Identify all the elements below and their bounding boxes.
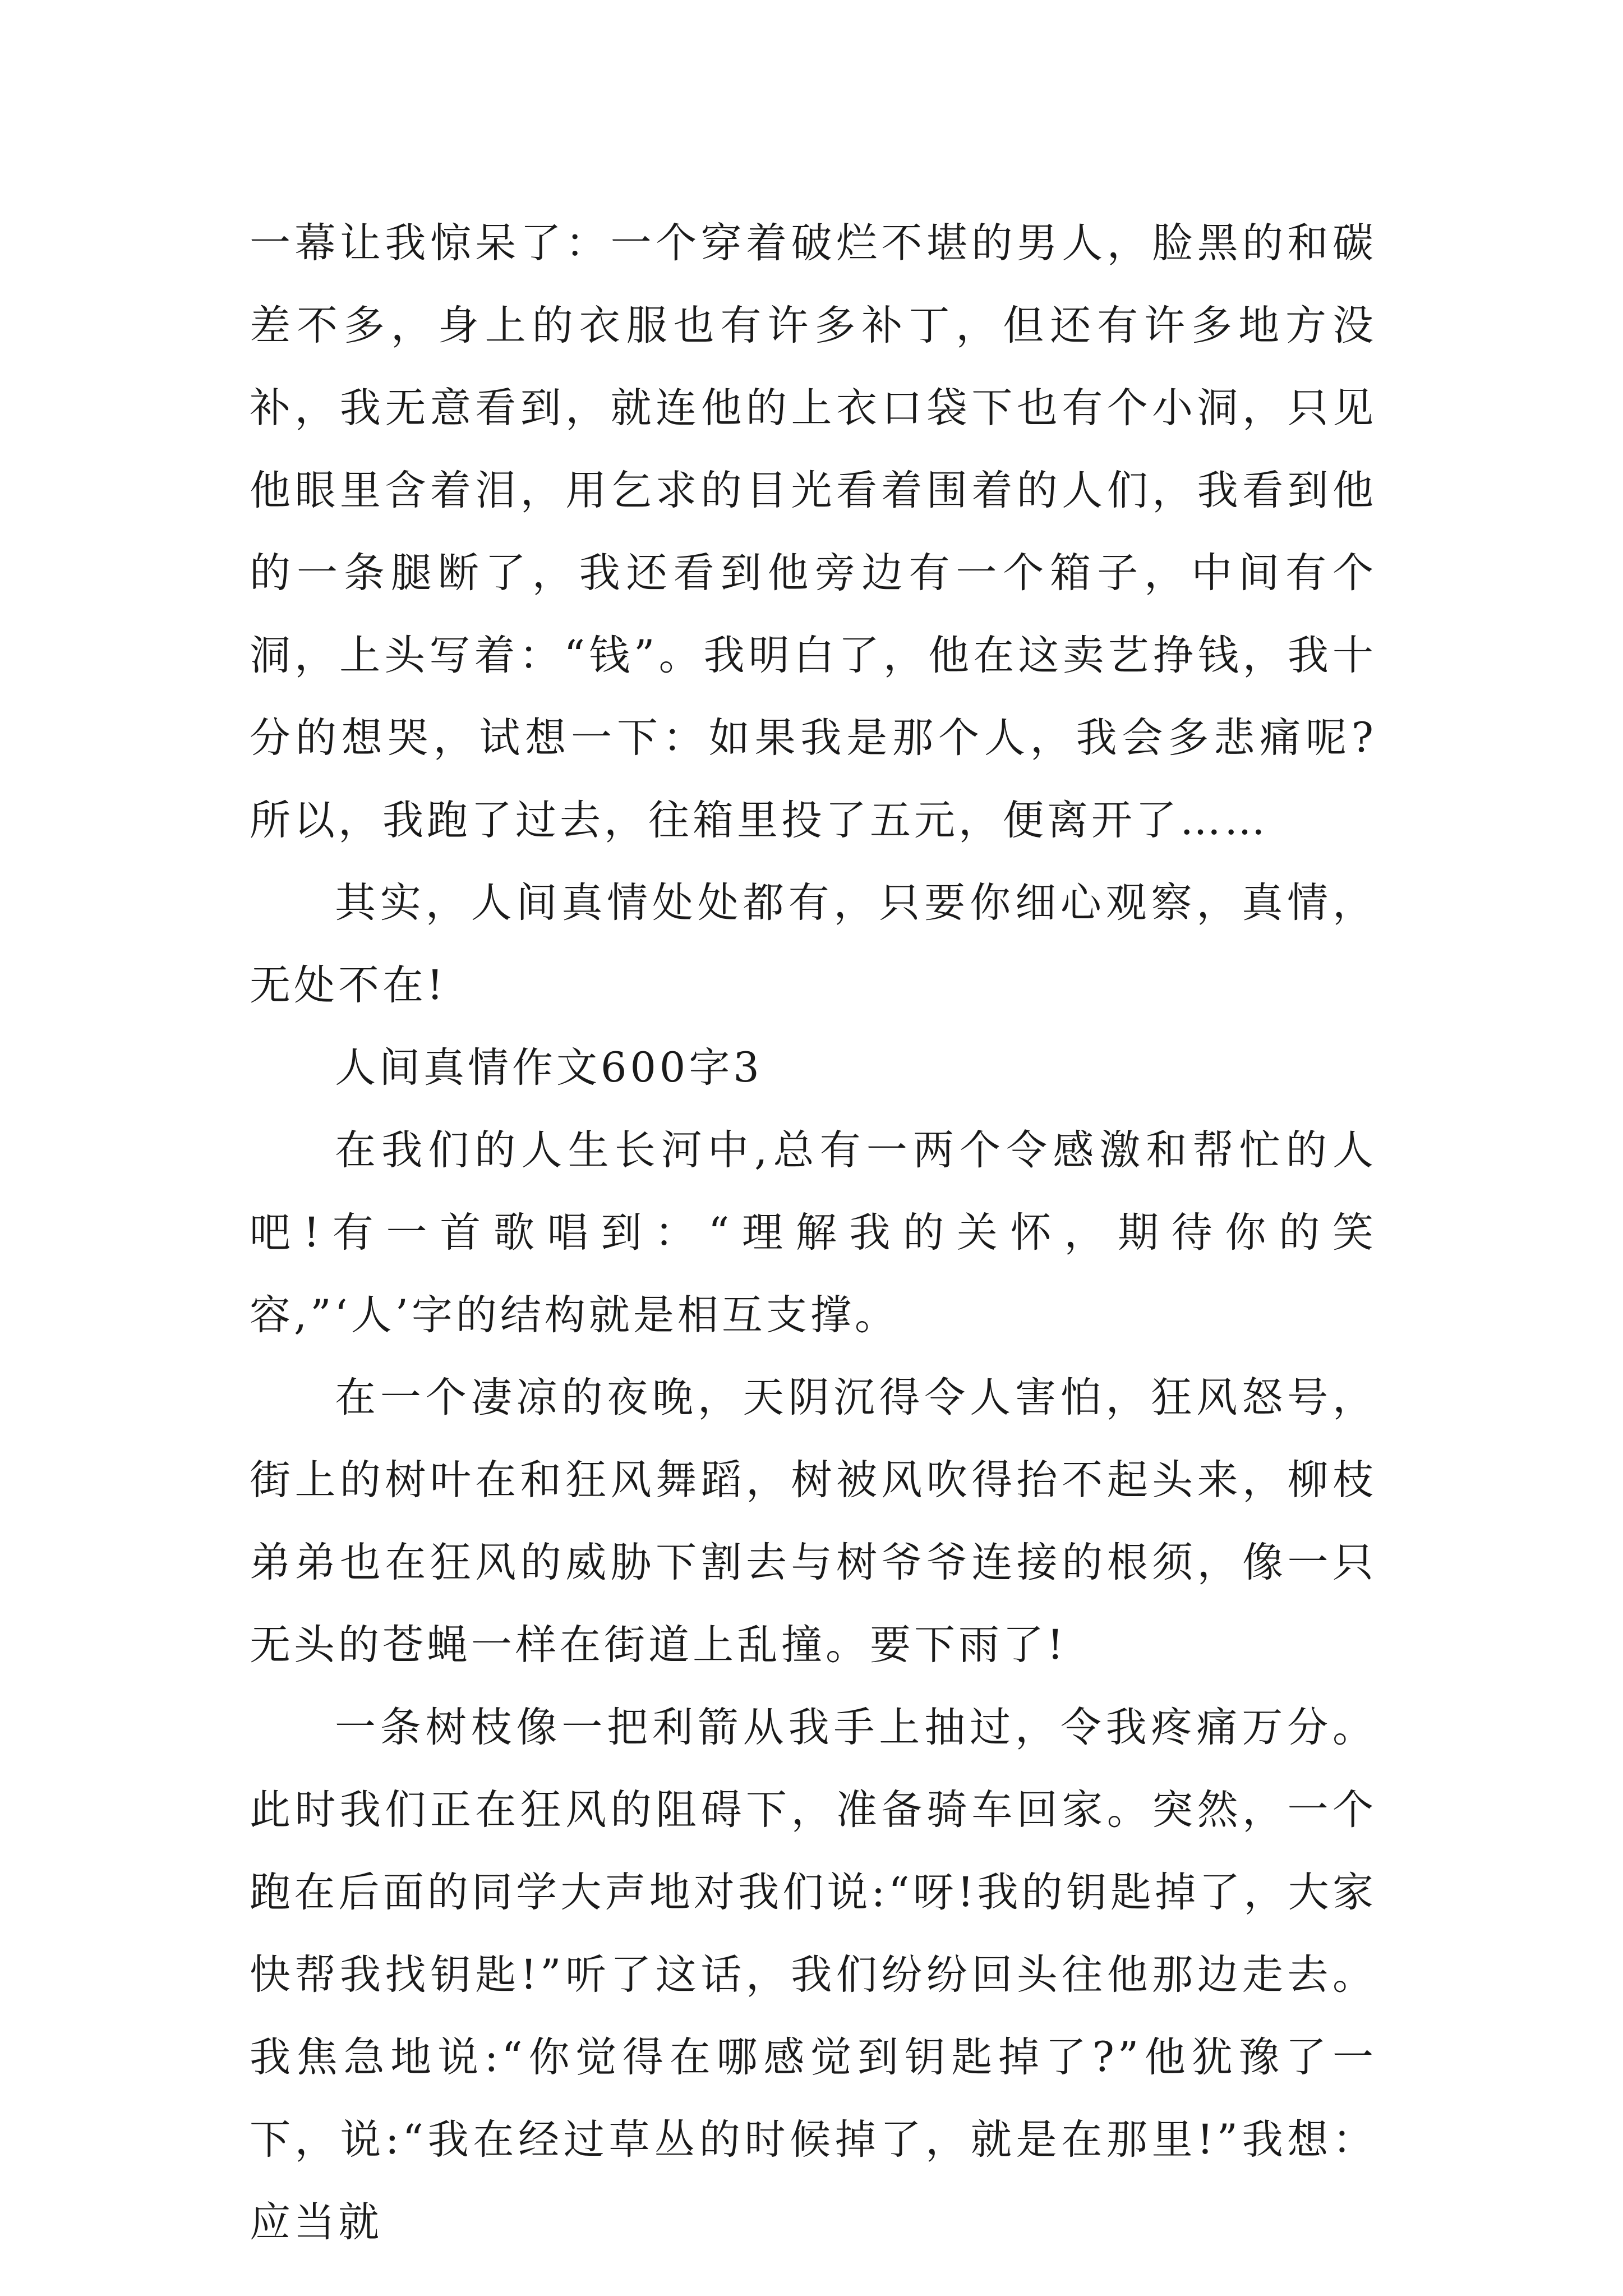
paragraph-continuation: 一幕让我惊呆了：一个穿着破烂不堪的男人，脸黑的和碳差不多，身上的衣服也有许多补丁，但还有许多地方没补，我无意看到，就连他的上衣口袋下也有个小洞，只见他眼里含着泪，用乞求的目光看着围着的人们，我看到他的一条腿断了，我还看到他旁边有一个箱子，中间有个洞，上头写着：“钱”。我明白了，他在这卖艺挣钱，我十分的想哭，试想一下：如果我是那个人，我会多悲痛呢?所以，我跑了过去，往箱里投了五元，便离开了…… [250,219,1377,844]
paragraph-intro: 在我们的人生长河中,总有一两个令感激和帮忙的人吧!有一首歌唱到：“理解我的关怀，期待你的笑容,”‘人’字的结构就是相互支撑。 [250,1126,1377,1339]
document-body [250,202,1377,2263]
paragraph-conclusion: 其实，人间真情处处都有，只要你细心观察，真情，无处不在! [250,879,1377,1009]
paragraph-night-scene: 在一个凄凉的夜晚，天阴沉得令人害怕，狂风怒号，街上的树叶在和狂风舞蹈，树被风吹得抬不起头来，柳枝弟弟也在狂风的威胁下割去与树爷爷连接的根须，像一只无头的苍蝇一样在街道上乱撞。要下雨了! [250,1374,1377,1669]
section-heading: 人间真情作文600字3 [335,1044,763,1092]
paragraph-lost-key: 一条树枝像一把利箭从我手上抽过，令我疼痛万分。此时我们正在狂风的阻碍下，准备骑车回家。突然，一个跑在后面的同学大声地对我们说:“呀!我的钥匙掉了，大家快帮我找钥匙!”听了这话，我们纷纷回头往他那边走去。我焦急地说:“你觉得在哪感觉到钥匙掉了?”他犹豫了一下，说:“我在经过草丛的时候掉了，就是在那里!”我想：应当就 [250,1704,1377,2246]
